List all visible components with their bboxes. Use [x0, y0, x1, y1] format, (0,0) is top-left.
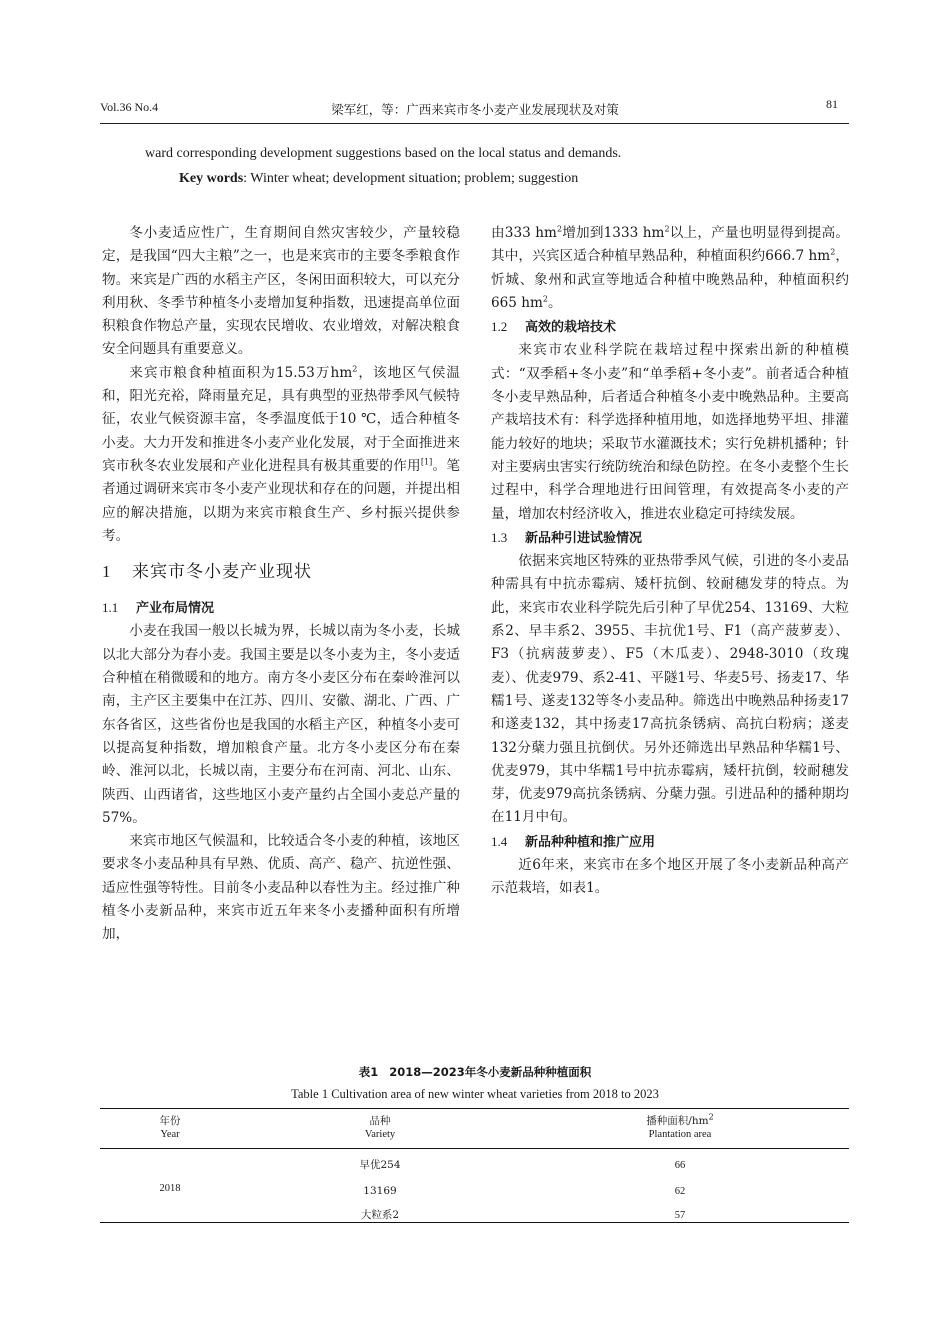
section-1-2-paragraph: 来宾市农业科学院在栽培过程中探索出新的种植模式：“双季稻+冬小麦”和“单季稻+冬小麦”。前者适合种植冬小麦早熟品种，后者适合种植冬小麦中晚熟品种。主要高产栽培技术有：科学选择种植用地，如选择地势平坦、排灌能力较好的地块；采取节水灌溉技术；实行免耕机播种；针对主要病虫害实行统防统治和绿色防控。在冬小麦整个生长过程中，科学合理地进行田间管理，有效提高冬小麦的产量，增加农村经济收入，推进农业稳定可持续发展。	[491, 342, 849, 522]
column-header-variety-en: Variety	[364, 1129, 396, 1140]
section-1-number: 1	[102, 562, 112, 582]
continued-paragraph	[491, 222, 849, 315]
table-year-cell: 2018	[159, 1183, 181, 1194]
table-cell-area: 62	[674, 1186, 686, 1197]
unit-superscript: 2	[664, 224, 670, 234]
table-cell-variety: 早优254	[359, 1159, 401, 1171]
cont-part-a: 由333 hm	[491, 225, 557, 241]
intro-p2-part-c: 。笔者通过调研来宾市冬小麦产业现状和存在的问题，并提出相应的解决措施，以期为来宾市粮食生产、乡村振兴提供参考。	[102, 457, 460, 544]
table-cell-area: 66	[674, 1160, 686, 1171]
header-rule	[100, 123, 849, 124]
table-cell-variety: 13169	[363, 1185, 397, 1197]
table-caption-cn	[0, 1064, 950, 1080]
cont-part-e: 。	[548, 294, 562, 311]
right-column	[491, 222, 849, 901]
intro-p2-part-a: 来宾市粮食种植面积为15.53万hm	[129, 364, 353, 381]
column-header-area-cn	[600, 1112, 760, 1128]
unit-superscript: 2	[708, 1112, 714, 1122]
table-caption-en: Table 1 Cultivation area of new winter wheat varieties from 2018 to 2023	[291, 1087, 659, 1101]
column-header-area	[600, 1112, 760, 1141]
area-header-text: 播种面积/hm	[646, 1115, 709, 1127]
column-header-variety	[320, 1115, 440, 1141]
section-1-4-number: 1.4	[491, 833, 508, 849]
section-1-1-heading	[102, 596, 460, 620]
table-header-rule	[100, 1148, 849, 1149]
column-header-year-cn: 年份	[159, 1115, 181, 1127]
unit-superscript: 2	[830, 247, 836, 257]
keywords-label: Key words	[179, 171, 244, 186]
section-1-4-title: 新品种种植和推广应用	[525, 834, 656, 850]
section-1-heading	[102, 560, 460, 584]
unit-superscript: 2	[352, 364, 358, 374]
table-label: 表1	[358, 1065, 379, 1079]
intro-paragraph-1: 冬小麦适应性广，生育期间自然灾害较少，产量较稳定，是我国“四大主粮”之一，也是来宾市的主要冬季粮食作物。来宾是广西的水稻主产区，冬闲田面积较大，可以充分利用秋、冬季节种植冬小麦增加复种指数，迅速提高单位面积粮食作物总产量，实现农民增收、农业增效，对解决粮食安全问题具有重要意义。	[102, 225, 460, 358]
section-1-4-heading	[491, 830, 849, 854]
table-cell-variety: 大粒系2	[360, 1209, 400, 1221]
section-1-4-paragraph: 近6年来，来宾市在多个地区开展了冬小麦新品种高产示范栽培，如表1。	[491, 857, 849, 897]
section-1-2-heading	[491, 315, 849, 339]
column-header-year-en: Year	[160, 1129, 180, 1140]
table-cell-area: 57	[674, 1210, 686, 1221]
abstract-end-line: ward corresponding development suggestions based on the local status and demands.	[145, 146, 622, 161]
section-1-3-heading	[491, 526, 849, 550]
unit-superscript: 2	[556, 224, 563, 234]
section-1-3-paragraph: 依据来宾地区特殊的亚热带季风气候，引进的冬小麦品种需具有中抗赤霉病、矮杆抗倒、较耐穗发芽的特点。为此，来宾市农业科学院先后引种了早优254、13169、大粒系2、早丰系2、3955、丰抗优1号、F1（高产菠萝麦）、F3（抗病菠萝麦）、F5（木瓜麦）、2948-3010（玫瑰麦）、优麦979、系2-41、平隧1号、华麦5号、扬麦17、华糯1号、遂麦132等冬小麦品种。筛选出中晚熟品种扬麦17和遂麦132，其中扬麦17高抗条锈病、高抗白粉病；遂麦132分蘖力强且抗倒伏。另外还筛选出早熟品种华糯1号、优麦979，其中华糯1号中抗赤霉病，矮杆抗倒，较耐穗发芽，优麦979高抗条锈病、分蘖力强。引进品种的播种期均在11月中旬。	[491, 553, 849, 826]
section-1-2-title: 高效的栽培技术	[525, 320, 617, 336]
column-header-year	[110, 1115, 230, 1141]
intro-paragraph-2	[102, 362, 460, 548]
section-1-3-number: 1.3	[491, 529, 508, 545]
section-1-title: 来宾市冬小麦产业现状	[132, 562, 312, 583]
page-number: 81	[826, 97, 838, 111]
section-1-3-title: 新品种引进试验情况	[525, 530, 643, 546]
cont-part-c: 以上，产量也明显得到提高。其中，兴宾区适合种植早熟品种，种植面积约666.7 hm	[491, 225, 850, 265]
table-top-rule	[100, 1108, 849, 1109]
cont-part-d: ，忻城、象州和武宣等地适合种植中晚熟品种，种植面积约665 hm	[491, 248, 849, 311]
left-column	[102, 222, 460, 947]
section-1-2-number: 1.2	[491, 319, 508, 335]
section-1-1-number: 1.1	[102, 600, 119, 616]
table-bottom-rule	[100, 1222, 849, 1223]
unit-superscript: 2	[542, 294, 549, 304]
section-1-1-paragraph-2: 来宾市地区气候温和，比较适合冬小麦的种植，该地区要求冬小麦品种具有早熟、优质、高产、稳产、抗逆性强、适应性强等特性。目前冬小麦品种以春性为主。经过推广种植冬小麦新品种，来宾市近五年来冬小麦播种面积有所增加，	[102, 833, 460, 943]
table-title-cn: 2018—2023年冬小麦新品种种植面积	[389, 1065, 592, 1079]
journal-volume: Vol.36 No.4	[100, 100, 159, 114]
column-header-variety-cn: 品种	[369, 1115, 391, 1127]
keywords-text: : Winter wheat; development situation; problem; suggestion	[243, 171, 579, 186]
running-title: 梁军红，等：广西来宾市冬小麦产业发展现状及对策	[331, 102, 619, 117]
keywords-line	[179, 171, 578, 187]
section-1-1-paragraph-1: 小麦在我国一般以长城为界，长城以南为冬小麦，长城以北大部分为春小麦。我国主要是以冬小麦为主，冬小麦适合种植在稍微暖和的地方。南方冬小麦区分布在秦岭淮河以南，主产区主要集中在江苏、四川、安徽、湖北、广西、广东各省区，这些省份也是我国的水稻主产区，种植冬小麦可以提高复种指数，增加粮食产量。北方冬小麦区分布在秦岭、淮河以北，长城以南，主要分布在河南、河北、山东、陕西、山西诸省，这些地区小麦产量约占全国小麦总产量的57%。	[102, 623, 460, 826]
section-1-1-title: 产业布局情况	[136, 601, 215, 617]
intro-p2-part-b: ，该地区气侯温和，阳光充裕，降雨量充足，具有典型的亚热带季风气候特征，农业气候资源丰富，冬季温度低于10 ℃，适合种植冬小麦。大力开发和推进冬小麦产业化发展，对于全面推进来宾市秋冬农业发展和产业化进程具有极其重要的作用	[102, 364, 461, 474]
citation-ref: [1]	[420, 457, 433, 467]
column-header-area-en: Plantation area	[648, 1129, 712, 1140]
cont-part-b: 增加到1333 hm	[562, 225, 665, 241]
